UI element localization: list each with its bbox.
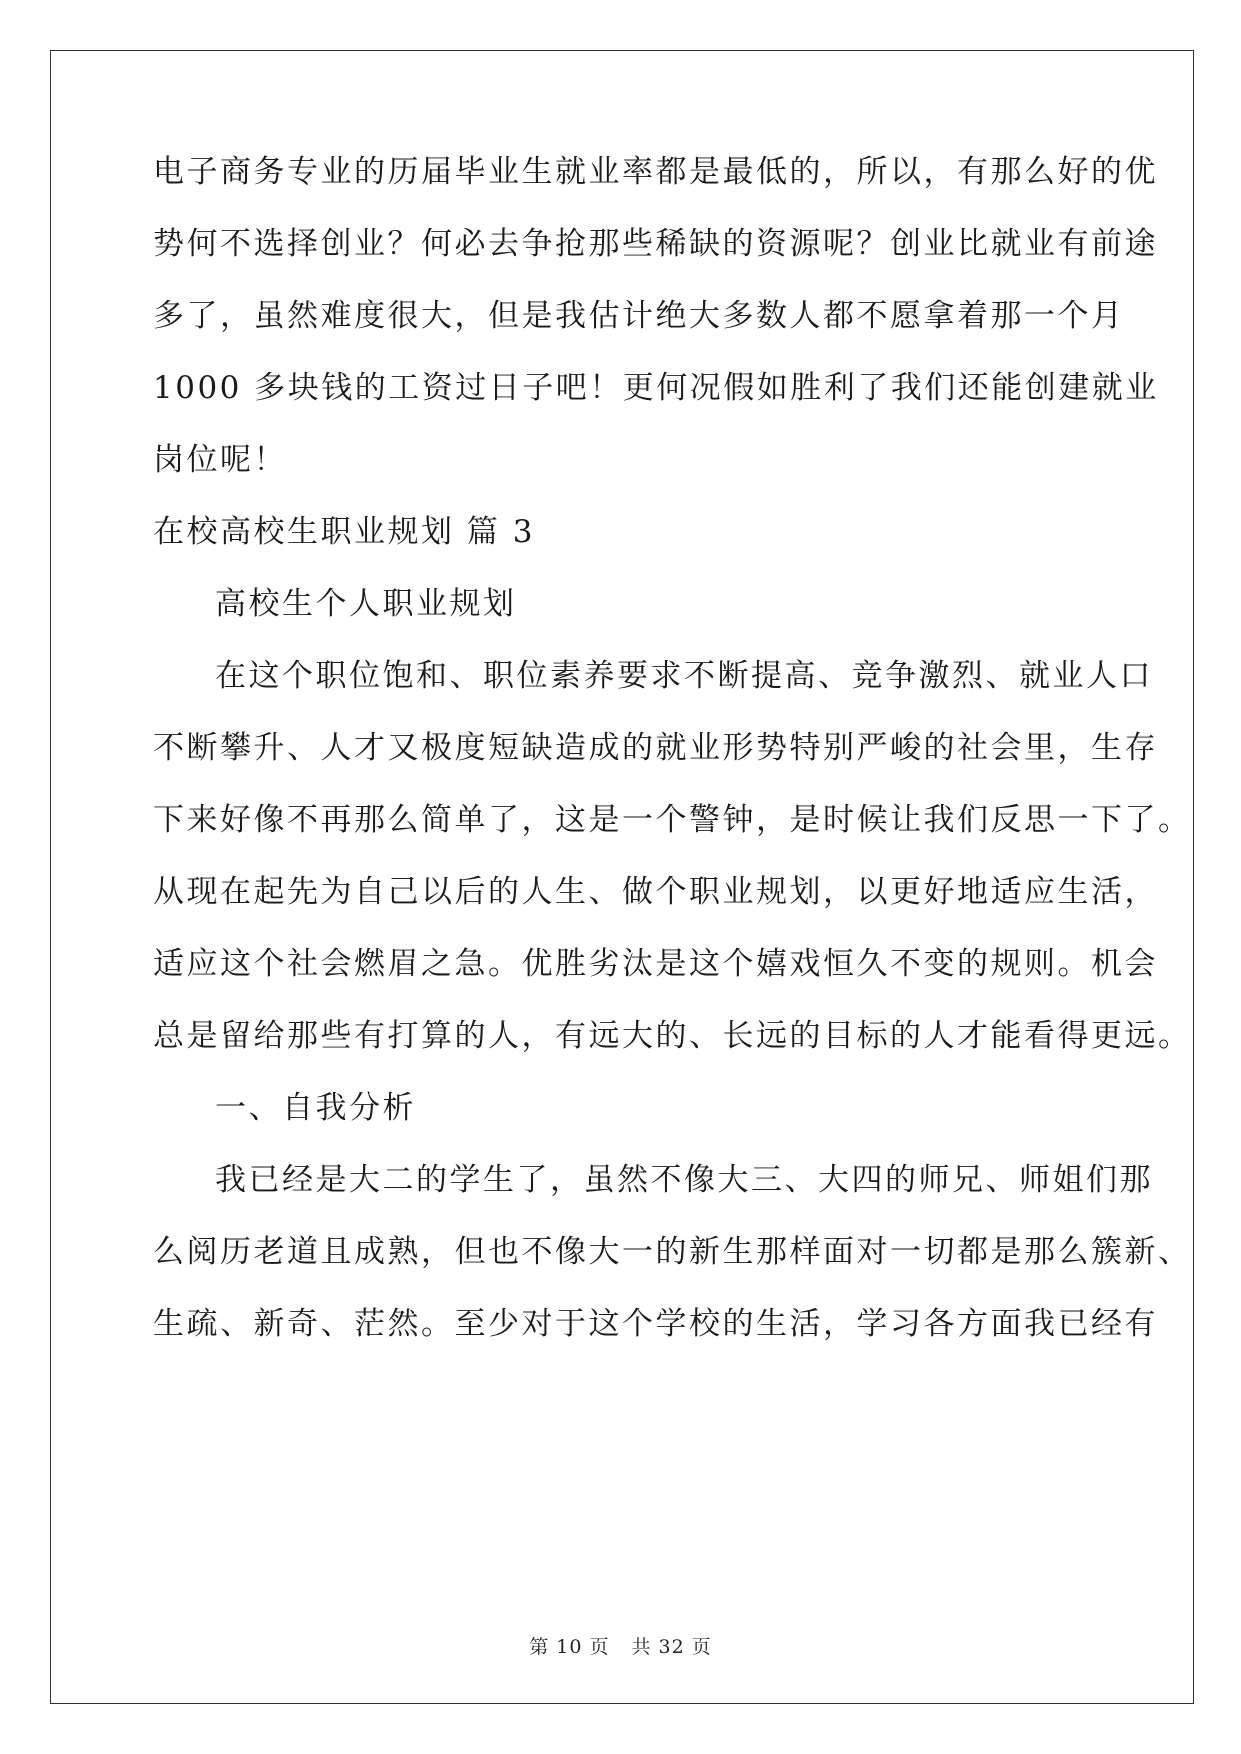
paragraph-line-17: 生疏、新奇、茫然。至少对于这个学校的生活，学习各方面我已经有 <box>153 1306 1158 1342</box>
document-title: 高校生个人职业规划 <box>215 586 517 622</box>
paragraph-line-11: 从现在起先为自己以后的人生、做个职业规划，以更好地适应生活， <box>153 874 1158 910</box>
paragraph-line-13: 总是留给那些有打算的人，有远大的、长远的目标的人才能看得更远。 <box>153 1018 1192 1054</box>
paragraph-line-4: 1000 多块钱的工资过日子吧！更何况假如胜利了我们还能创建就业 <box>153 370 1159 406</box>
paragraph-line-8: 在这个职位饱和、职位素养要求不断提高、竞争激烈、就业人口 <box>215 658 1153 694</box>
section-heading: 在校高校生职业规划 篇 3 <box>153 514 535 550</box>
paragraph-line-15: 我已经是大二的学生了，虽然不像大三、大四的师兄、师姐们那 <box>215 1162 1153 1198</box>
paragraph-line-3: 多了，虽然难度很大，但是我估计绝大多数人都不愿拿着那一个月 <box>153 298 1125 334</box>
paragraph-line-16: 么阅历老道且成熟，但也不像大一的新生那样面对一切都是那么簇新、 <box>153 1234 1192 1270</box>
paragraph-line-10: 下来好像不再那么简单了，这是一个警钟，是时候让我们反思一下了。 <box>153 802 1192 838</box>
paragraph-line-5: 岗位呢！ <box>153 442 287 478</box>
paragraph-line-9: 不断攀升、人才又极度短缺造成的就业形势特别严峻的社会里，生存 <box>153 730 1158 766</box>
page-number: 第 10 页 <box>529 1636 610 1658</box>
subsection-heading: 一、自我分析 <box>215 1090 416 1126</box>
paragraph-line-2: 势何不选择创业？何必去争抢那些稀缺的资源呢？创业比就业有前途 <box>153 226 1158 262</box>
page-footer <box>0 1632 1241 1659</box>
page-total: 共 32 页 <box>631 1636 712 1658</box>
paragraph-line-1: 电子商务专业的历届毕业生就业率都是最低的，所以，有那么好的优 <box>153 154 1158 190</box>
paragraph-line-12: 适应这个社会燃眉之急。优胜劣汰是这个嬉戏恒久不变的规则。机会 <box>153 946 1158 982</box>
